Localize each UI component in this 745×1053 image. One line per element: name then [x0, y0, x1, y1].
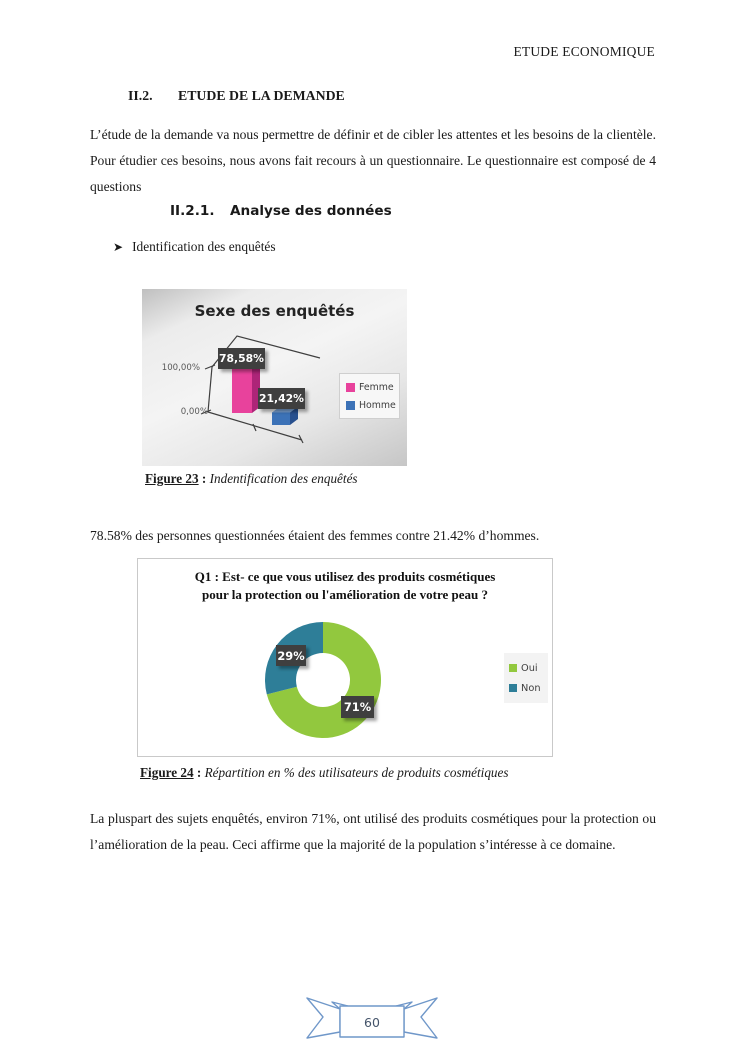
legend-label-homme: Homme	[359, 399, 396, 411]
subsection-number: II.2.1.	[170, 203, 215, 219]
bar-data-label-homme: 21,42%	[258, 388, 305, 409]
section-heading	[128, 88, 345, 104]
femme-swatch-icon	[346, 383, 355, 392]
subsection-heading	[170, 203, 392, 219]
legend-item-non	[509, 683, 548, 694]
subsection-title: Analyse des données	[230, 203, 392, 219]
section-title: ETUDE DE LA DEMANDE	[178, 88, 345, 103]
legend-item-homme	[346, 400, 399, 411]
donut-plot	[138, 559, 554, 758]
donut-title-line1: Q1 : Est- ce que vous utilisez des produits cosmétiques	[194, 569, 496, 584]
running-header: ETUDE ECONOMIQUE	[513, 44, 655, 59]
bar-data-label-femme: 78,58%	[218, 348, 265, 369]
donut-chart-legend	[504, 653, 548, 703]
y-axis-tick-100: 100,00%	[161, 363, 200, 373]
figure-24-text: Répartition en % des utilisateurs de produits cosmétiques	[204, 765, 509, 780]
legend-item-oui	[509, 663, 548, 674]
bullet-item-label: Identification des enquêtés	[132, 239, 276, 254]
paragraph-result-q1: La pluspart des sujets enquêtés, environ 71%, ont utilisé des produits cosmétiques pour la protection ou l’amélioration de la peau. Ceci affirme que la majorité de la population s’intéresse à ce domaine.	[90, 811, 656, 852]
figure-24-caption	[140, 765, 509, 781]
non-swatch-icon	[509, 684, 517, 692]
legend-label-non: Non	[521, 682, 541, 694]
paragraph-result-sexe: 78.58% des personnes questionnées étaient des femmes contre 21.42% d’hommes.	[90, 528, 540, 543]
bullet-item	[113, 239, 276, 255]
donut-data-label-oui: 71%	[341, 696, 374, 718]
figure-23-caption	[145, 471, 358, 487]
donut-data-label-non: 29%	[276, 645, 306, 666]
bar-chart-sexe	[142, 289, 407, 466]
figure-24-separator: :	[193, 765, 205, 780]
figure-24-label: Figure 24	[140, 765, 194, 780]
section-number: II.2.	[128, 88, 153, 103]
legend-item-femme	[346, 382, 399, 393]
y-axis-tick-0: 0,00%	[180, 407, 208, 417]
figure-23-separator: :	[198, 471, 210, 486]
donut-chart-q1	[137, 558, 553, 757]
homme-swatch-icon	[346, 401, 355, 410]
legend-label-femme: Femme	[359, 381, 394, 393]
paragraph-demande: L’étude de la demande va nous permettre de définir et de cibler les attentes et les besoins de la clientèle. Pour étudier ces besoins, nous avons fait recours à un questionnaire. Le questionnaire est composé de 4 questions	[90, 127, 656, 194]
page-number-ribbon	[303, 992, 441, 1044]
legend-label-oui: Oui	[521, 662, 538, 674]
donut-title-line2: pour la protection ou l'amélioration de votre peau ?	[202, 586, 488, 602]
figure-23-label: Figure 23	[145, 471, 199, 486]
arrow-bullet-icon: ➤	[113, 240, 124, 254]
bar-chart-legend	[339, 373, 400, 419]
bar-chart-title: Sexe des enquêtés	[194, 302, 355, 320]
figure-23-text: Indentification des enquêtés	[209, 471, 358, 486]
page-number: 60	[364, 1015, 380, 1030]
oui-swatch-icon	[509, 664, 517, 672]
